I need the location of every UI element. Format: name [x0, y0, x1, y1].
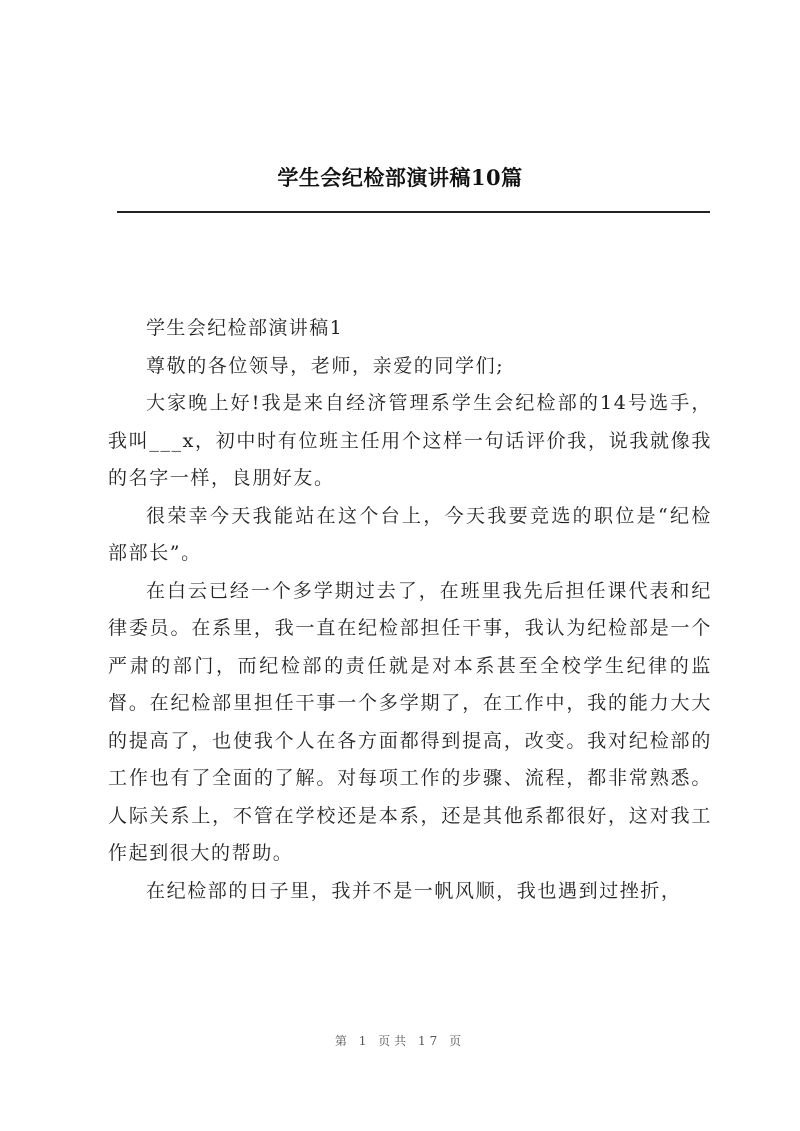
page-footer: 第 1 页共 17 页 [334, 1034, 466, 1048]
document-body [108, 310, 712, 910]
paragraph: 在白云已经一个多学期过去了，在班里我先后担任课代表和纪律委员。在系里，我一直在纪检部担任干事，我认为纪检部是一个严肃的部门，而纪检部的责任就是对本系甚至全校学生纪律的监督。在纪检部里担任干事一个多学期了，在工作中，我的能力大大的提高了，也使我个人在各方面都得到提高，改变。我对纪检部的工作也有了全面的了解。对每项工作的步骤、流程，都非常熟悉。人际关系上，不管在学校还是本系，还是其他系都很好，这对我工作起到很大的帮助。 [108, 579, 712, 864]
paragraph: 在纪检部的日子里，我并不是一帆风顺，我也遇到过挫折， [146, 879, 682, 902]
page-title: 学生会纪检部演讲稿10篇 [277, 165, 523, 190]
paragraph-heading: 学生会纪检部演讲稿1 [146, 317, 344, 339]
paragraph-greeting: 尊敬的各位领导，老师，亲爱的同学们; [146, 354, 505, 377]
paragraph: 大家晚上好!我是来自经济管理系学生会纪检部的14号选手，我叫___x，初中时有位班主任用个这样一句话评价我，说我就像我的名字一样，良朋好友。 [108, 392, 712, 489]
title-divider [117, 211, 710, 213]
paragraph: 很荣幸今天我能站在这个台上，今天我要竞选的职位是“纪检部部长”。 [108, 504, 712, 564]
